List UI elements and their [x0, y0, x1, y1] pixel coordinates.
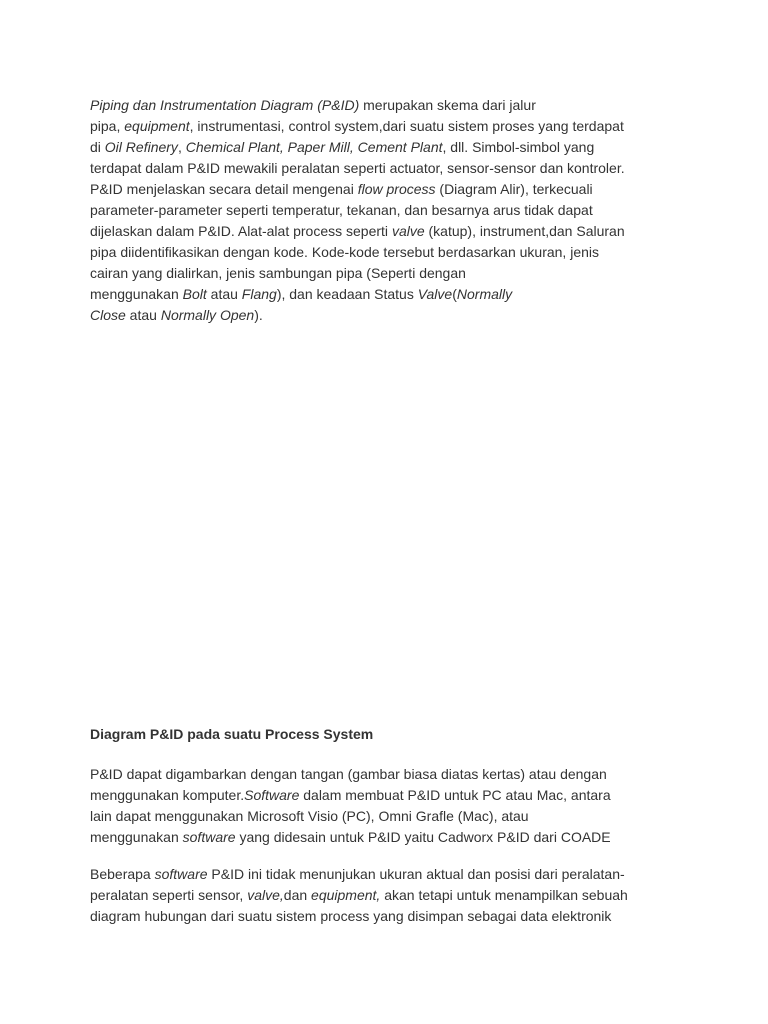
- italic-text: software: [182, 829, 236, 845]
- italic-text: Chemical Plant, Paper Mill, Cement Plant: [185, 139, 443, 155]
- italic-text: Software: [244, 787, 300, 803]
- text-run: merupakan skema dari jalur: [359, 97, 536, 113]
- italic-text: Oil Refinery: [104, 139, 178, 155]
- text-line: [90, 885, 690, 906]
- text-run: ).: [254, 307, 263, 323]
- text-run: (Diagram Alir), terkecuali: [435, 181, 593, 197]
- text-run: menggunakan: [90, 829, 183, 845]
- text-run: pipa,: [90, 118, 125, 134]
- text-run: Beberapa: [90, 866, 155, 882]
- intro-paragraph: [90, 95, 690, 326]
- text-run: cairan yang dialirkan, jenis sambungan pipa (Seperti dengan: [90, 265, 466, 281]
- text-run: akan tetapi untuk menampilkan sebuah: [380, 887, 628, 903]
- text-run: P&ID menjelaskan secara detail mengenai: [90, 181, 358, 197]
- italic-text: Piping dan Instrumentation Diagram (P&ID): [90, 97, 360, 113]
- text-line: [90, 827, 690, 848]
- text-line: [90, 906, 690, 927]
- text-run: dan: [283, 887, 312, 903]
- text-line: [90, 137, 690, 158]
- text-run: ), dan keadaan Status: [276, 286, 418, 302]
- text-line: [90, 221, 690, 242]
- text-line: [90, 284, 690, 305]
- text-line: [90, 158, 690, 179]
- text-run: P&ID dapat digambarkan dengan tangan (gambar biasa diatas kertas) atau dengan: [90, 766, 607, 782]
- text-run: terdapat dalam P&ID mewakili peralatan seperti actuator, sensor-sensor dan kontroler.: [90, 160, 625, 176]
- text-run: parameter-parameter seperti temperatur, tekanan, dan besarnya arus tidak dapat: [90, 202, 593, 218]
- italic-text: valve,: [247, 887, 284, 903]
- italic-text: Flang: [241, 286, 277, 302]
- text-run: yang didesain untuk P&ID yaitu Cadworx P&ID dari COADE: [235, 829, 611, 845]
- text-run: diagram hubungan dari suatu sistem process yang disimpan sebagai data elektronik: [90, 908, 612, 924]
- text-run: atau: [125, 307, 161, 323]
- section-heading: Diagram P&ID pada suatu Process System: [90, 726, 374, 742]
- italic-text: Normally: [456, 286, 513, 302]
- text-run: menggunakan komputer.: [90, 787, 245, 803]
- text-run: , instrumentasi, control system,dari suatu sistem proses yang terdapat: [189, 118, 624, 134]
- italic-text: software: [154, 866, 208, 882]
- italic-text: equipment,: [311, 887, 381, 903]
- text-run: , dll. Simbol-simbol yang: [442, 139, 595, 155]
- text-run: pipa diidentifikasikan dengan kode. Kode-kode tersebut berdasarkan ukuran, jenis: [90, 244, 600, 260]
- text-run: ,: [177, 139, 186, 155]
- text-line: [90, 179, 690, 200]
- text-run: peralatan seperti sensor,: [90, 887, 248, 903]
- text-line: [90, 785, 690, 806]
- text-line: [90, 864, 690, 885]
- software-paragraph: [90, 864, 690, 927]
- italic-text: valve: [391, 223, 425, 239]
- text-line: [90, 116, 690, 137]
- text-line: [90, 242, 690, 263]
- text-line: [90, 806, 690, 827]
- text-run: menggunakan: [90, 286, 183, 302]
- italic-text: Normally Open: [160, 307, 255, 323]
- text-run: lain dapat menggunakan Microsoft Visio (PC), Omni Grafle (Mac), atau: [90, 808, 529, 824]
- italic-text: Bolt: [182, 286, 207, 302]
- text-line: [90, 200, 690, 221]
- text-run: (katup), instrument,dan Saluran: [424, 223, 625, 239]
- text-run: P&ID ini tidak menunjukan ukuran aktual dan posisi dari peralatan-: [207, 866, 625, 882]
- italic-text: Close: [90, 307, 126, 323]
- process-system-paragraph: [90, 764, 690, 848]
- text-run: dalam membuat P&ID untuk PC atau Mac, antara: [299, 787, 611, 803]
- text-line: [90, 305, 690, 326]
- italic-text: Valve: [417, 286, 453, 302]
- italic-text: equipment: [124, 118, 190, 134]
- italic-text: flow process: [357, 181, 436, 197]
- text-line: [90, 263, 690, 284]
- text-run: atau: [206, 286, 242, 302]
- text-run: dijelaskan dalam P&ID. Alat-alat process seperti: [90, 223, 392, 239]
- text-line: [90, 764, 690, 785]
- text-run: di: [90, 139, 105, 155]
- text-line: [90, 95, 690, 116]
- text-run: (: [452, 286, 457, 302]
